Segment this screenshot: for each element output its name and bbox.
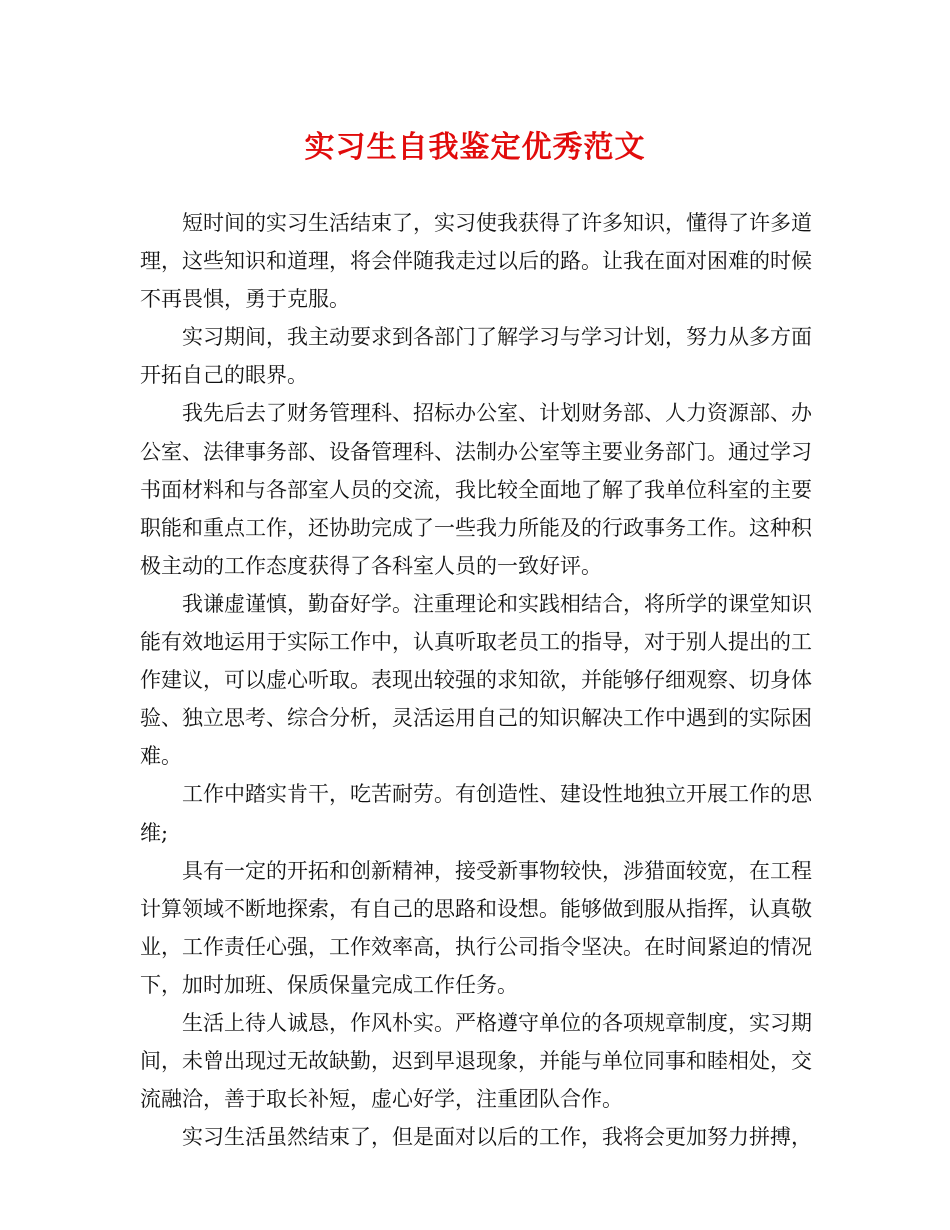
paragraph: 实习期间，我主动要求到各部门了解学习与学习计划，努力从多方面开拓自己的眼界。 <box>140 325 812 388</box>
paragraph: 实习生活虽然结束了，但是面对以后的工作，我将会更加努力拼搏， <box>182 1125 812 1150</box>
paragraph: 具有一定的开拓和创新精神，接受新事物较快，涉猎面较宽，在工程计算领域不断地探索，有自己的思路和设想。能够做到服从指挥，认真敬业，工作责任心强，工作效率高，执行公司指令坚决。在时间紧迫的情况下，加时加班、保质保量完成工作任务。 <box>140 858 812 997</box>
document-body <box>140 204 812 1156</box>
paragraph: 我先后去了财务管理科、招标办公室、计划财务部、人力资源部、办公室、法律事务部、设备管理科、法制办公室等主要业务部门。通过学习书面材料和与各部室人员的交流，我比较全面地了解了我单位科室的主要职能和重点工作，还协助完成了一些我力所能及的行政事务工作。这种积极主动的工作态度获得了各科室人员的一致好评。 <box>140 401 812 578</box>
paragraph: 生活上待人诚恳，作风朴实。严格遵守单位的各项规章制度，实习期间，未曾出现过无故缺勤，迟到早退现象，并能与单位同事和睦相处，交流融洽，善于取长补短，虚心好学，注重团队合作。 <box>140 1010 812 1112</box>
paragraph: 工作中踏实肯干，吃苦耐劳。有创造性、建设性地独立开展工作的思维; <box>140 782 812 845</box>
paragraph: 短时间的实习生活结束了，实习使我获得了许多知识，懂得了许多道理，这些知识和道理，将会伴随我走过以后的路。让我在面对困难的时候不再畏惧，勇于克服。 <box>140 211 812 312</box>
document-title: 实习生自我鉴定优秀范文 <box>304 130 646 165</box>
paragraph: 我谦虚谨慎，勤奋好学。注重理论和实践相结合，将所学的课堂知识能有效地运用于实际工作中，认真听取老员工的指导，对于别人提出的工作建议，可以虚心听取。表现出较强的求知欲，并能够仔细观察、切身体验、独立思考、综合分析，灵活运用自己的知识解决工作中遇到的实际困难。 <box>140 591 812 769</box>
